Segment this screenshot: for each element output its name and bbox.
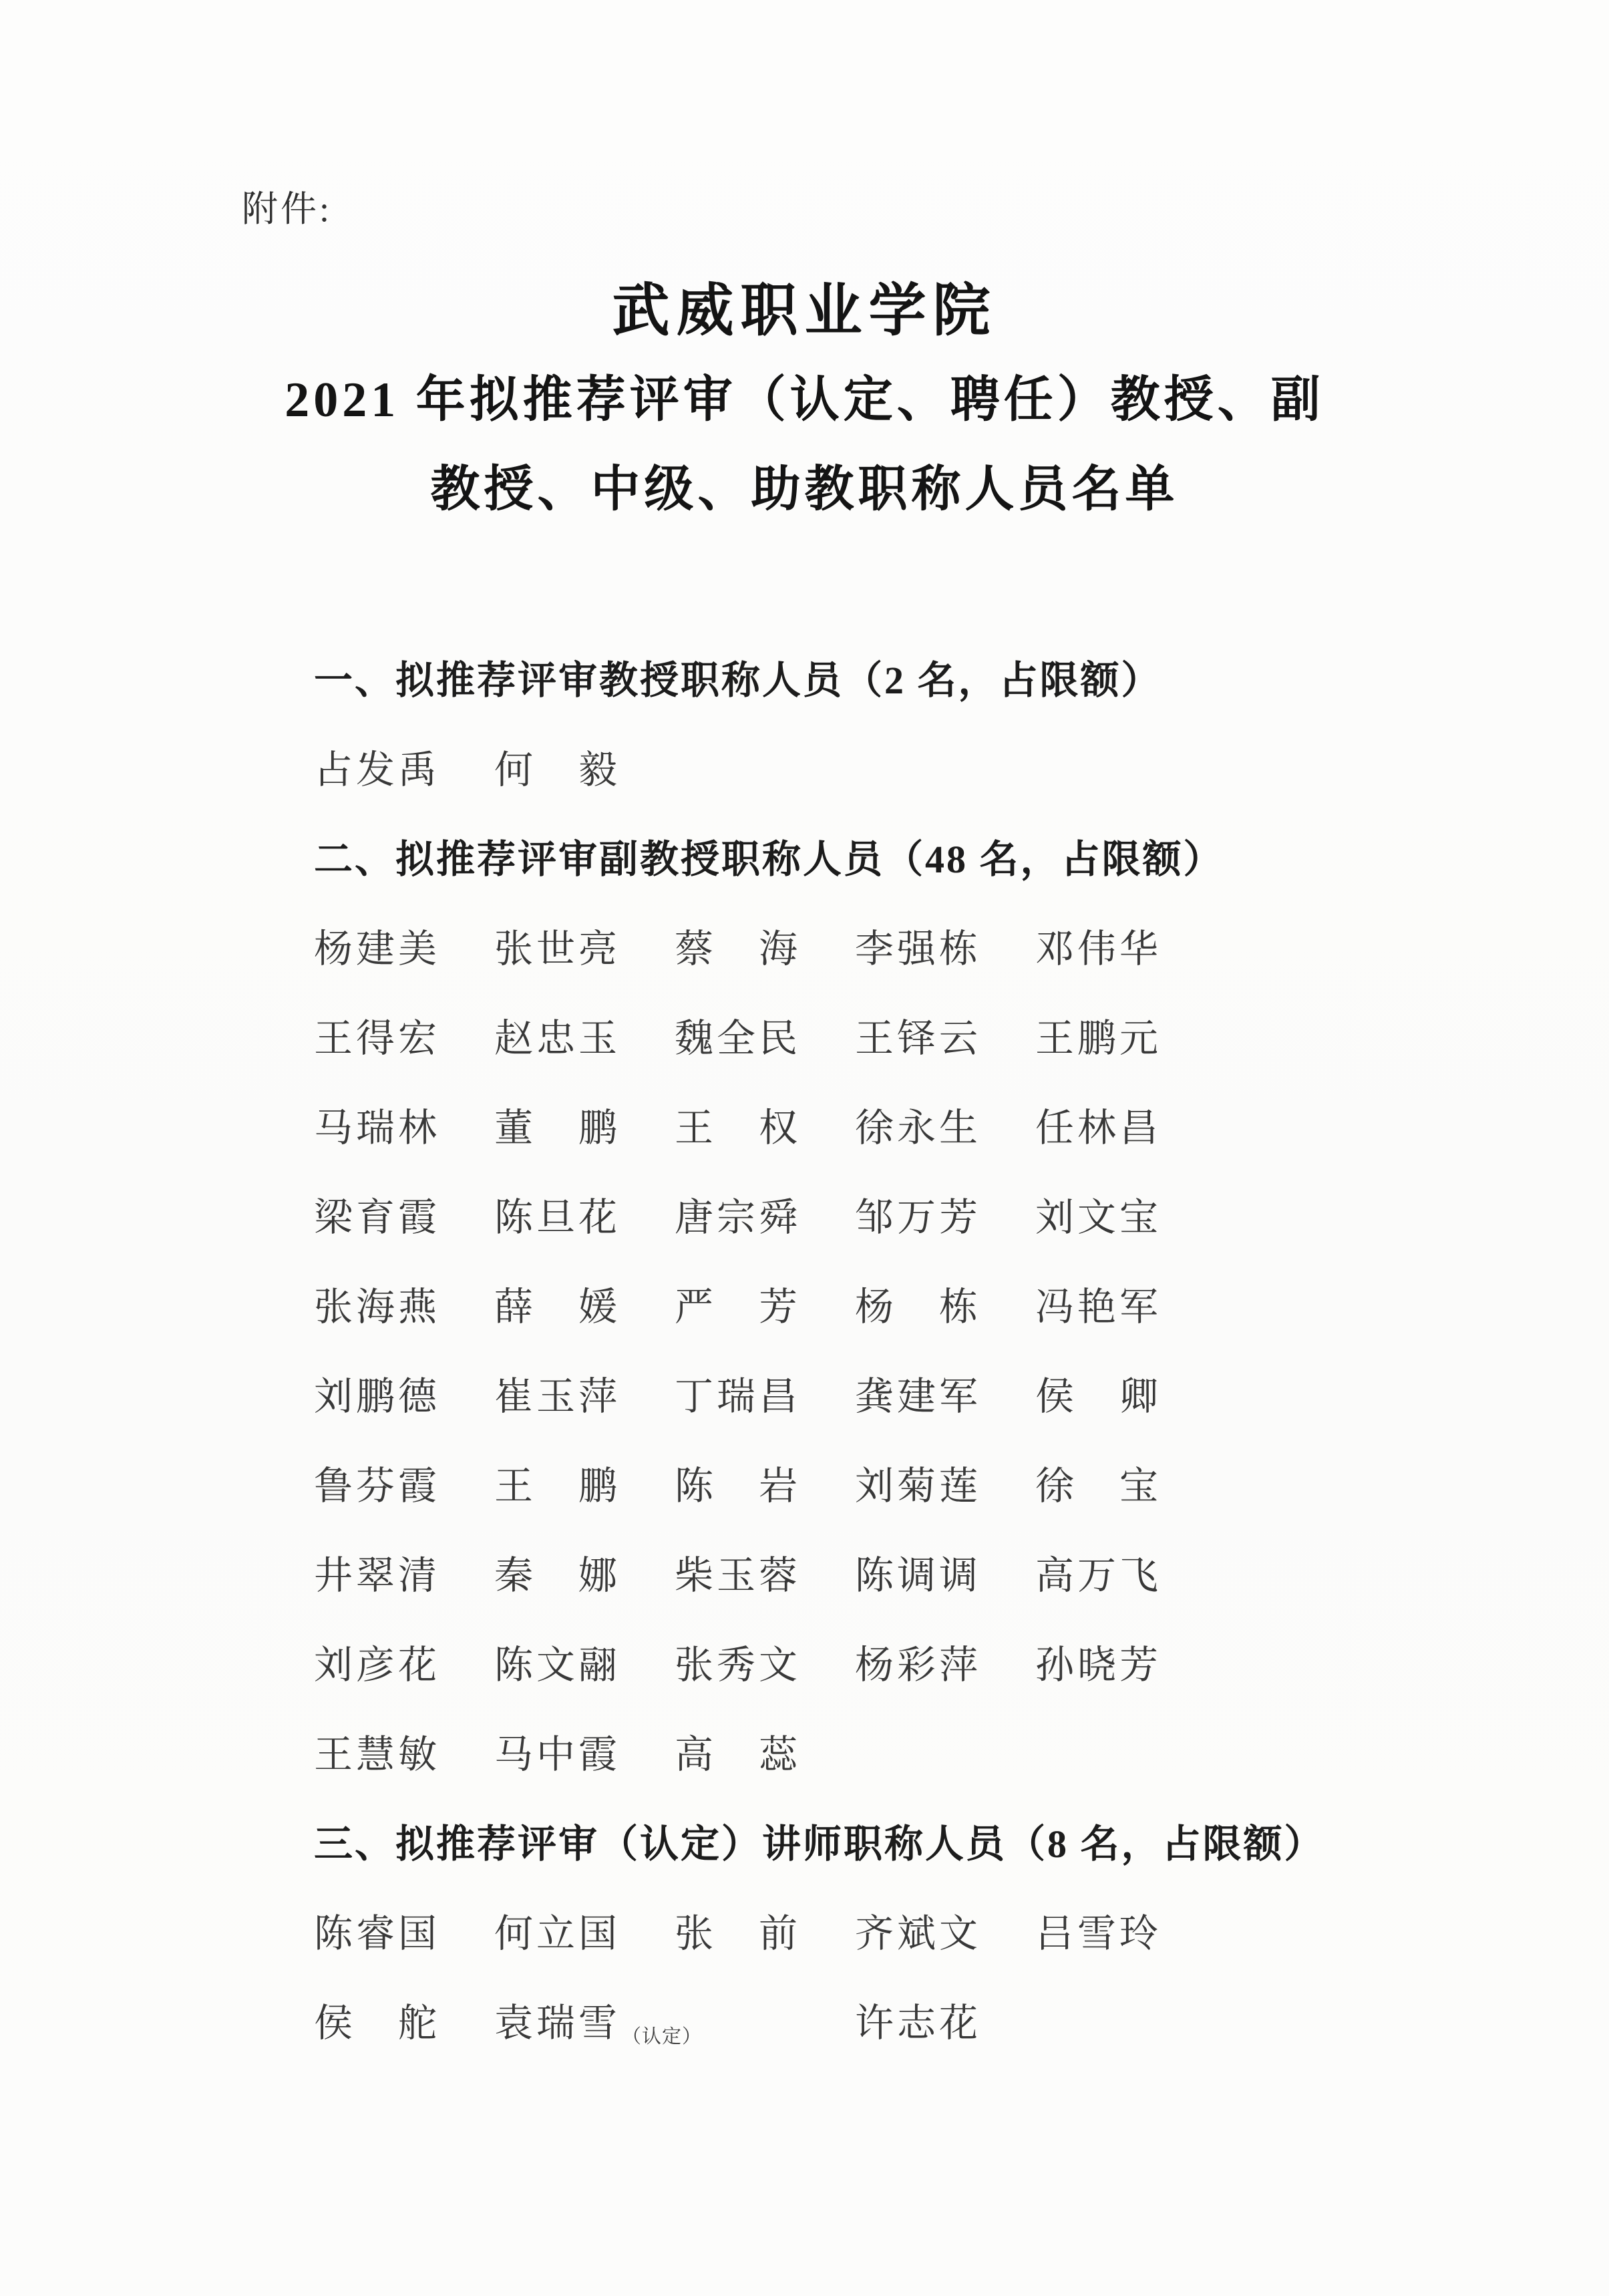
person-name: 柴玉蓉 xyxy=(675,1554,801,1597)
person-name: 徐 宝 xyxy=(1035,1464,1162,1508)
person-name: 龚建军 xyxy=(855,1375,982,1418)
person-name: 侯 卿 xyxy=(1035,1375,1162,1418)
name-row xyxy=(314,994,1489,1084)
person-name: 孙晓芳 xyxy=(1035,1643,1162,1687)
name-row xyxy=(314,1979,1489,2068)
section-lecturer xyxy=(314,1800,1489,2068)
person-name: 何 毅 xyxy=(494,748,621,792)
person-name: 王慧敏 xyxy=(314,1733,441,1776)
person-name: 魏全民 xyxy=(675,1017,801,1060)
person-name: 陈 岩 xyxy=(675,1464,801,1508)
person-name: 鲁芬霞 xyxy=(314,1464,441,1508)
person-name: 赵忠玉 xyxy=(494,1017,621,1060)
person-name: 张秀文 xyxy=(675,1643,801,1687)
name-row xyxy=(314,905,1489,994)
person-name-text: 袁瑞雪 xyxy=(494,2001,621,2045)
person-name: 高万飞 xyxy=(1035,1554,1162,1597)
person-name: 薛 媛 xyxy=(494,1285,621,1329)
person-name: 严 芳 xyxy=(675,1285,801,1329)
section-professor xyxy=(314,636,1489,815)
person-name xyxy=(494,1979,703,2075)
person-name: 刘文宝 xyxy=(1035,1196,1162,1239)
person-name: 崔玉萍 xyxy=(494,1375,621,1418)
certification-note: （认定） xyxy=(622,2026,703,2047)
person-name: 刘菊莲 xyxy=(855,1464,982,1508)
person-name: 陈睿国 xyxy=(314,1912,441,1955)
person-name: 邓伟华 xyxy=(1035,927,1162,971)
person-name: 许志花 xyxy=(855,2001,982,2045)
person-name: 张 前 xyxy=(675,1912,801,1955)
person-name: 侯 舵 xyxy=(314,2001,441,2045)
person-name: 梁育霞 xyxy=(314,1196,441,1239)
section-professor-rows xyxy=(314,725,1489,815)
person-name: 徐永生 xyxy=(855,1106,982,1150)
person-name: 陈调调 xyxy=(855,1554,982,1597)
person-name: 马中霞 xyxy=(494,1733,621,1776)
document-title xyxy=(0,266,1609,534)
sections-container xyxy=(314,636,1489,2068)
person-name: 邹万芳 xyxy=(855,1196,982,1239)
section-lecturer-rows xyxy=(314,1889,1489,2068)
person-name: 刘鹏德 xyxy=(314,1375,441,1418)
name-row xyxy=(314,1710,1489,1800)
name-row xyxy=(314,1621,1489,1710)
section-lecturer-heading: 三、拟推荐评审（认定）讲师职称人员（8 名，占限额） xyxy=(314,1822,1325,1866)
name-row xyxy=(314,1084,1489,1173)
person-name: 陈文翮 xyxy=(494,1643,621,1687)
section-associate-professor-rows xyxy=(314,905,1489,1800)
person-name: 占发禹 xyxy=(314,748,441,792)
name-row xyxy=(314,1889,1489,1979)
person-name: 李强栋 xyxy=(855,927,982,971)
person-name: 秦 娜 xyxy=(494,1554,621,1597)
person-name: 王得宏 xyxy=(314,1017,441,1060)
person-name: 陈旦花 xyxy=(494,1196,621,1239)
section-associate-professor-heading: 二、拟推荐评审副教授职称人员（48 名，占限额） xyxy=(314,838,1224,881)
title-school-name: 武威职业学院 xyxy=(612,279,997,343)
person-name: 丁瑞昌 xyxy=(675,1375,801,1418)
section-associate-professor xyxy=(314,815,1489,1800)
person-name: 杨彩萍 xyxy=(855,1643,982,1687)
person-name: 刘彦花 xyxy=(314,1643,441,1687)
person-name: 井翠清 xyxy=(314,1554,441,1597)
person-name: 蔡 海 xyxy=(675,927,801,971)
person-name: 王 权 xyxy=(675,1106,801,1150)
person-name: 马瑞林 xyxy=(314,1106,441,1150)
person-name: 杨 栋 xyxy=(855,1285,982,1329)
title-line-3: 教授、中级、助教职称人员名单 xyxy=(430,462,1179,517)
person-name: 杨建美 xyxy=(314,927,441,971)
title-line-2: 2021 年拟推荐评审（认定、聘任）教授、副 xyxy=(285,373,1324,428)
person-name: 王 鹏 xyxy=(494,1464,621,1508)
name-row xyxy=(314,1442,1489,1531)
attachment-label: 附件: xyxy=(242,189,333,229)
name-row xyxy=(314,1352,1489,1442)
section-professor-heading: 一、拟推荐评审教授职称人员（2 名，占限额） xyxy=(314,659,1162,702)
person-name: 张世亮 xyxy=(494,927,621,971)
name-row xyxy=(314,725,1489,815)
person-name: 任林昌 xyxy=(1035,1106,1162,1150)
person-name: 高 蕊 xyxy=(675,1733,801,1776)
person-name: 冯艳军 xyxy=(1035,1285,1162,1329)
person-name: 董 鹏 xyxy=(494,1106,621,1150)
name-row xyxy=(314,1173,1489,1263)
name-row xyxy=(314,1531,1489,1621)
person-name: 王铎云 xyxy=(855,1017,982,1060)
person-name: 何立国 xyxy=(494,1912,621,1955)
person-name: 王鹏元 xyxy=(1035,1017,1162,1060)
person-name: 张海燕 xyxy=(314,1285,441,1329)
person-name: 吕雪玲 xyxy=(1035,1912,1162,1955)
name-row xyxy=(314,1263,1489,1352)
person-name: 唐宗舜 xyxy=(675,1196,801,1239)
person-name: 齐斌文 xyxy=(855,1912,982,1955)
